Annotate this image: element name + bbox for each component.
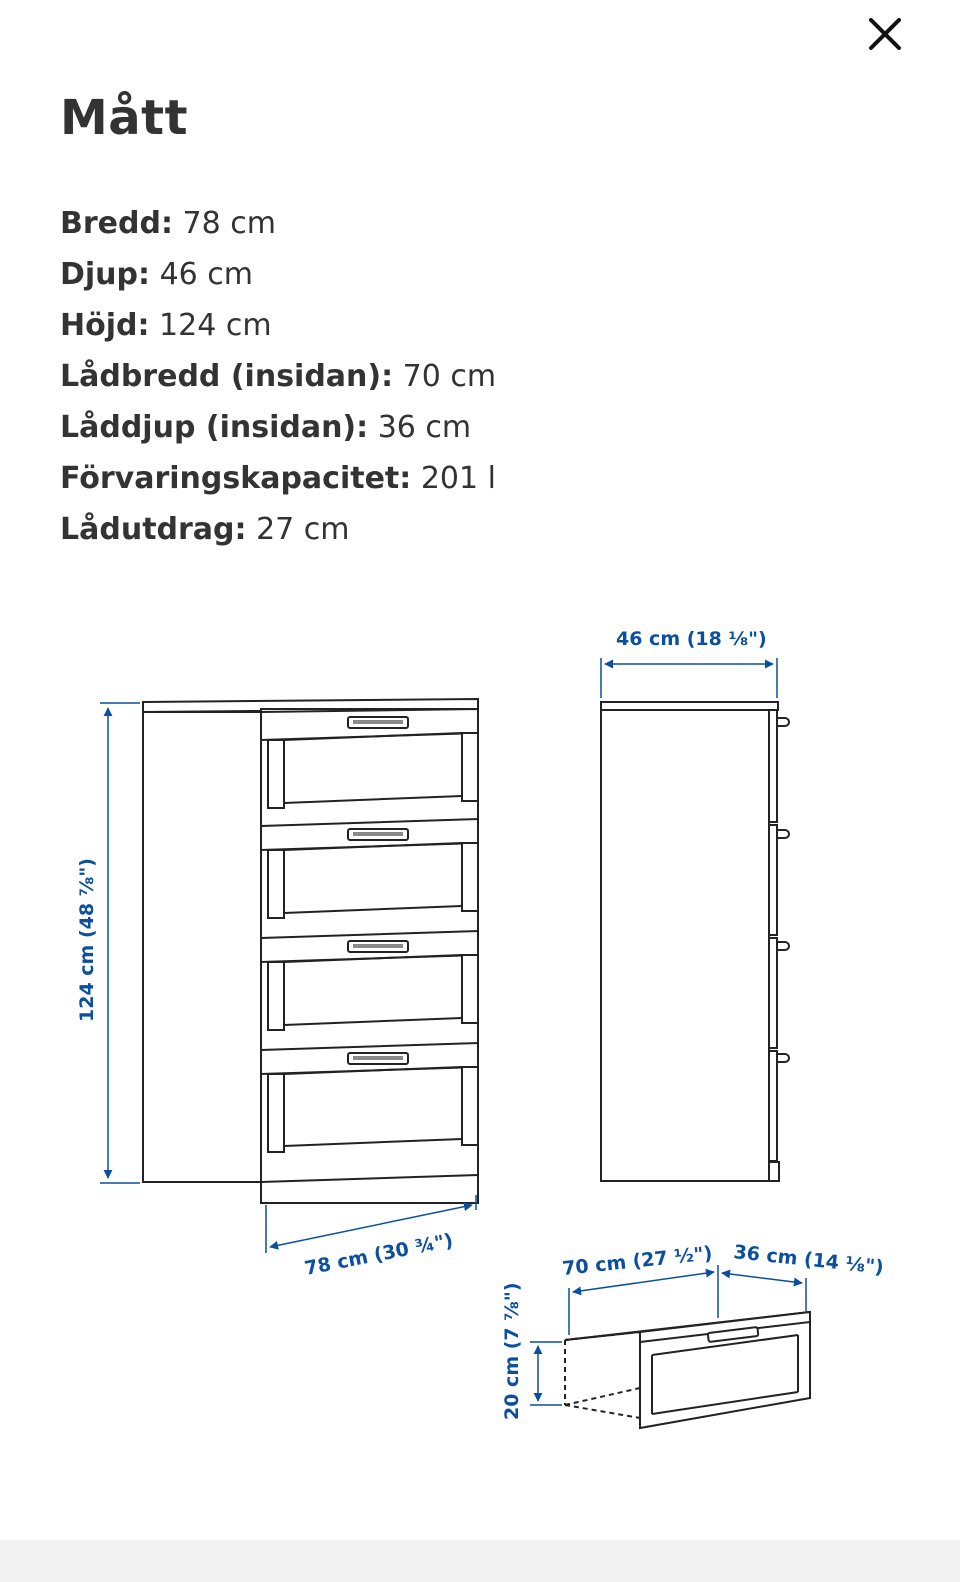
height-dimension — [100, 703, 140, 1183]
close-button[interactable] — [866, 14, 906, 54]
spec-row-drawer-width — [60, 351, 496, 402]
dresser-side-view — [601, 702, 789, 1181]
drawer-width-dimension — [569, 1265, 718, 1335]
spec-label: Lådutdrag: — [60, 512, 247, 547]
spec-row-drawer-extension — [60, 504, 496, 555]
drawer-depth-dimension-label: 36 cm (14 ⅛") — [732, 1241, 885, 1279]
spec-row-width — [60, 198, 496, 249]
spec-row-depth — [60, 249, 496, 300]
spec-list — [60, 198, 496, 555]
dresser-front-view — [143, 699, 478, 1203]
spec-value: 36 cm — [377, 410, 472, 445]
drawer-width-dimension-label: 70 cm (27 ½") — [561, 1242, 714, 1280]
page-title: Mått — [60, 90, 189, 146]
spec-label: Djup: — [60, 257, 151, 292]
spec-value: 27 cm — [256, 512, 350, 547]
spec-row-capacity — [60, 453, 496, 504]
spec-label: Höjd: — [60, 308, 150, 343]
spec-value: 46 cm — [159, 257, 253, 292]
spec-row-drawer-depth — [60, 402, 496, 453]
depth-dimension — [601, 658, 777, 698]
drawer-height-dimension — [530, 1342, 562, 1405]
spec-label: Förvaringskapacitet: — [60, 461, 412, 496]
width-dimension — [266, 1195, 476, 1253]
spec-label: Låddjup (insidan): — [60, 410, 369, 445]
spec-value: 124 cm — [159, 308, 272, 343]
height-dimension-label: 124 cm (48 ⅞") — [76, 858, 98, 1022]
width-dimension-label: 78 cm (30 ¾") — [302, 1229, 455, 1280]
depth-dimension-label: 46 cm (18 ⅛") — [616, 628, 767, 650]
bottom-fade — [0, 1540, 960, 1582]
spec-value: 78 cm — [182, 206, 276, 241]
drawer-depth-dimension — [722, 1273, 806, 1312]
drawer-view — [565, 1312, 810, 1428]
spec-value: 201 l — [420, 461, 496, 496]
spec-row-height — [60, 300, 496, 351]
spec-label: Lådbredd (insidan): — [60, 359, 394, 394]
drawer-height-dimension-label: 20 cm (7 ⅞") — [501, 1282, 523, 1420]
spec-value: 70 cm — [402, 359, 497, 394]
close-icon — [866, 14, 906, 54]
spec-label: Bredd: — [60, 206, 173, 241]
